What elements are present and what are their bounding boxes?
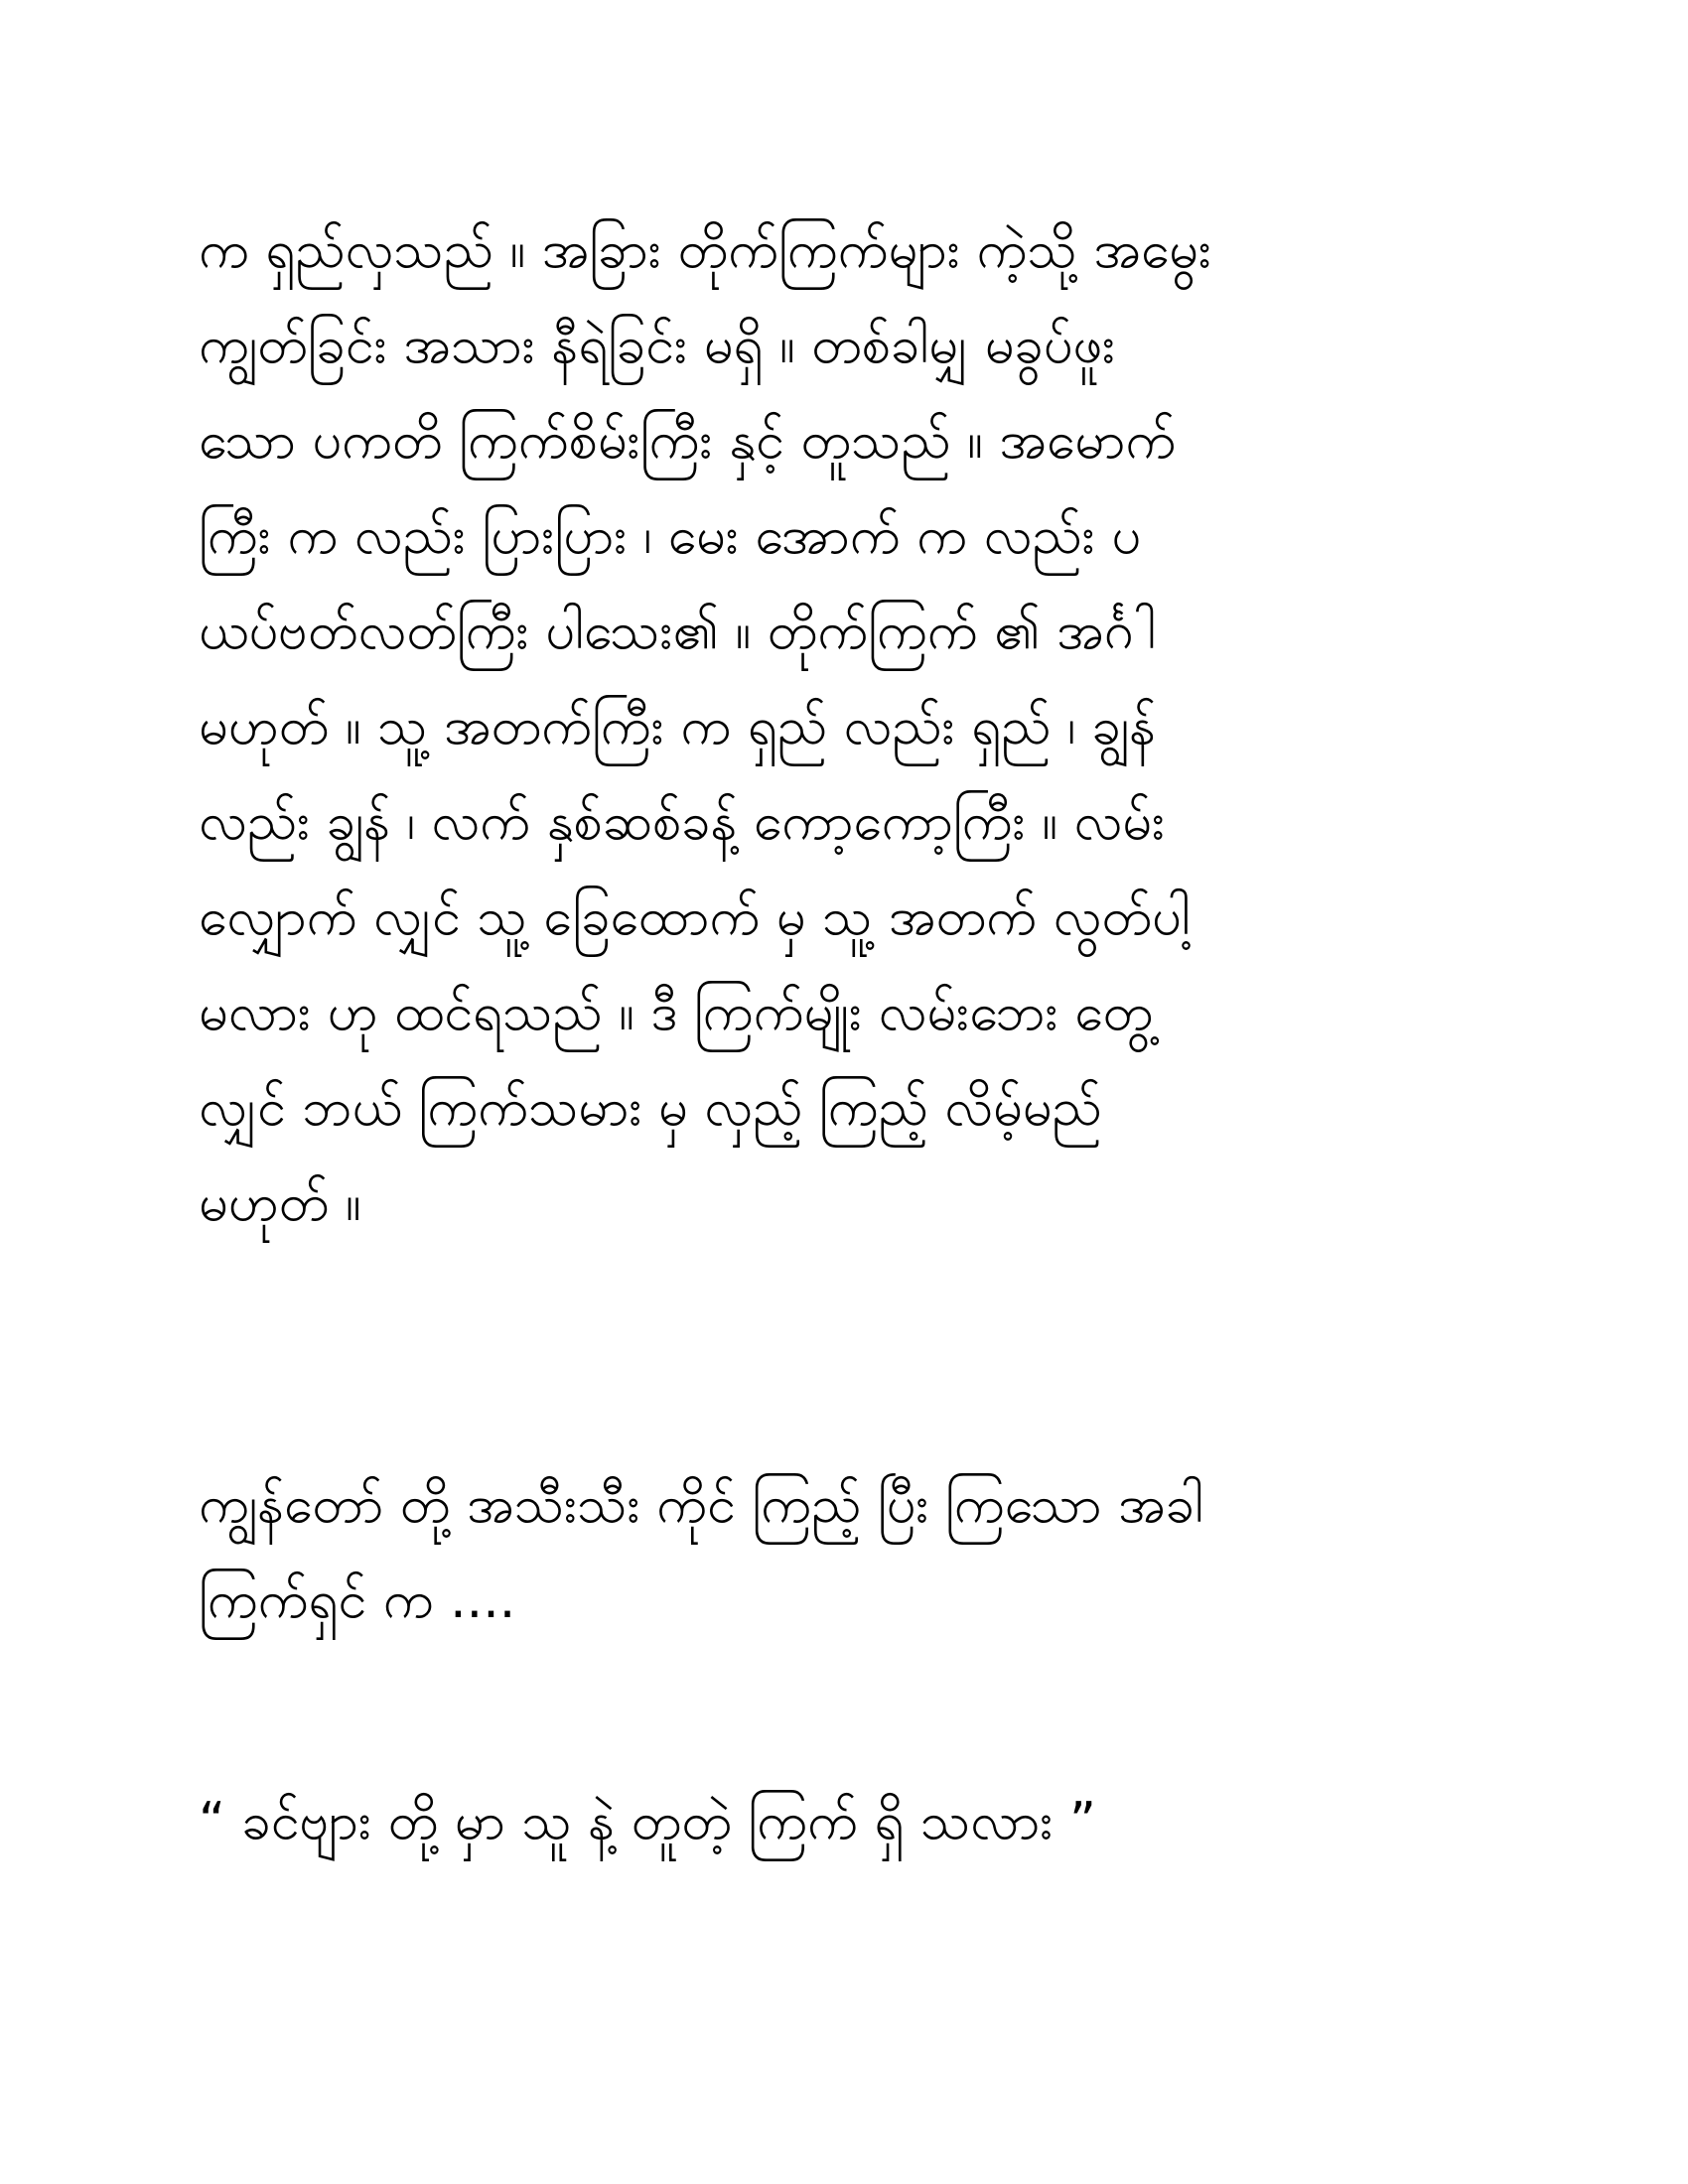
text-line: ကျွန်တော် တို့ အသီးသီး ကိုင် ကြည့် ပြီး ကြသော အခါ bbox=[199, 1475, 1203, 1535]
text-line: မဟုတ် ။ bbox=[199, 1173, 361, 1233]
text-line: က ရှည်လှသည် ။ အခြား တိုက်ကြက်များ ကဲ့သို့ အမွေး bbox=[199, 220, 1212, 280]
paragraph-3-quote bbox=[199, 1774, 1509, 1869]
text-line: မလား ဟု ထင်ရသည် ။ ဒီ ကြက်မျိုး လမ်းဘေး တွေ့ bbox=[199, 983, 1154, 1042]
text-line: သော ပကတိ ကြက်စိမ်းကြီး နှင့် တူသည် ။ အမောက် bbox=[199, 411, 1177, 471]
text-line: ကြက်ရှင် က .... bbox=[199, 1570, 516, 1630]
quoted-dialogue: “ ခင်ဗျား တို့ မှာ သူ နဲ့ တူတဲ့ ကြက် ရှိ သလား ” bbox=[199, 1792, 1096, 1851]
paragraph-1 bbox=[199, 203, 1509, 1251]
text-line: လည်း ချွန် ၊ လက် နှစ်ဆစ်ခန့် ကော့ကော့ကြီး ။ လမ်း bbox=[199, 792, 1166, 852]
text-line: လျှင် ဘယ် ကြက်သမား မှ လှည့် ကြည့် လိမ့်မည် bbox=[199, 1078, 1102, 1138]
text-line: မဟုတ် ။ သူ့ အတက်ကြီး က ရှည် လည်း ရှည် ၊ ချွန် bbox=[199, 697, 1157, 756]
text-line: ကြီး က လည်း ပြားပြား ၊ မေး အောက် က လည်း ပ bbox=[199, 506, 1141, 566]
text-line: ကျွတ်ခြင်း အသား နီရဲခြင်း မရှိ ။ တစ်ခါမျှ မခွပ်ဖူး bbox=[199, 316, 1116, 375]
text-line: ယပ်ဗတ်လတ်ကြီး ပါသေး၏ ။ တိုက်ကြက် ၏ အင်္ဂါ bbox=[199, 602, 1157, 661]
text-line: လျှောက် လျှင် သူ့ ခြေထောက် မှ သူ့ အတက် လွတ်ပါ့ bbox=[199, 887, 1191, 947]
paragraph-2 bbox=[199, 1457, 1509, 1648]
